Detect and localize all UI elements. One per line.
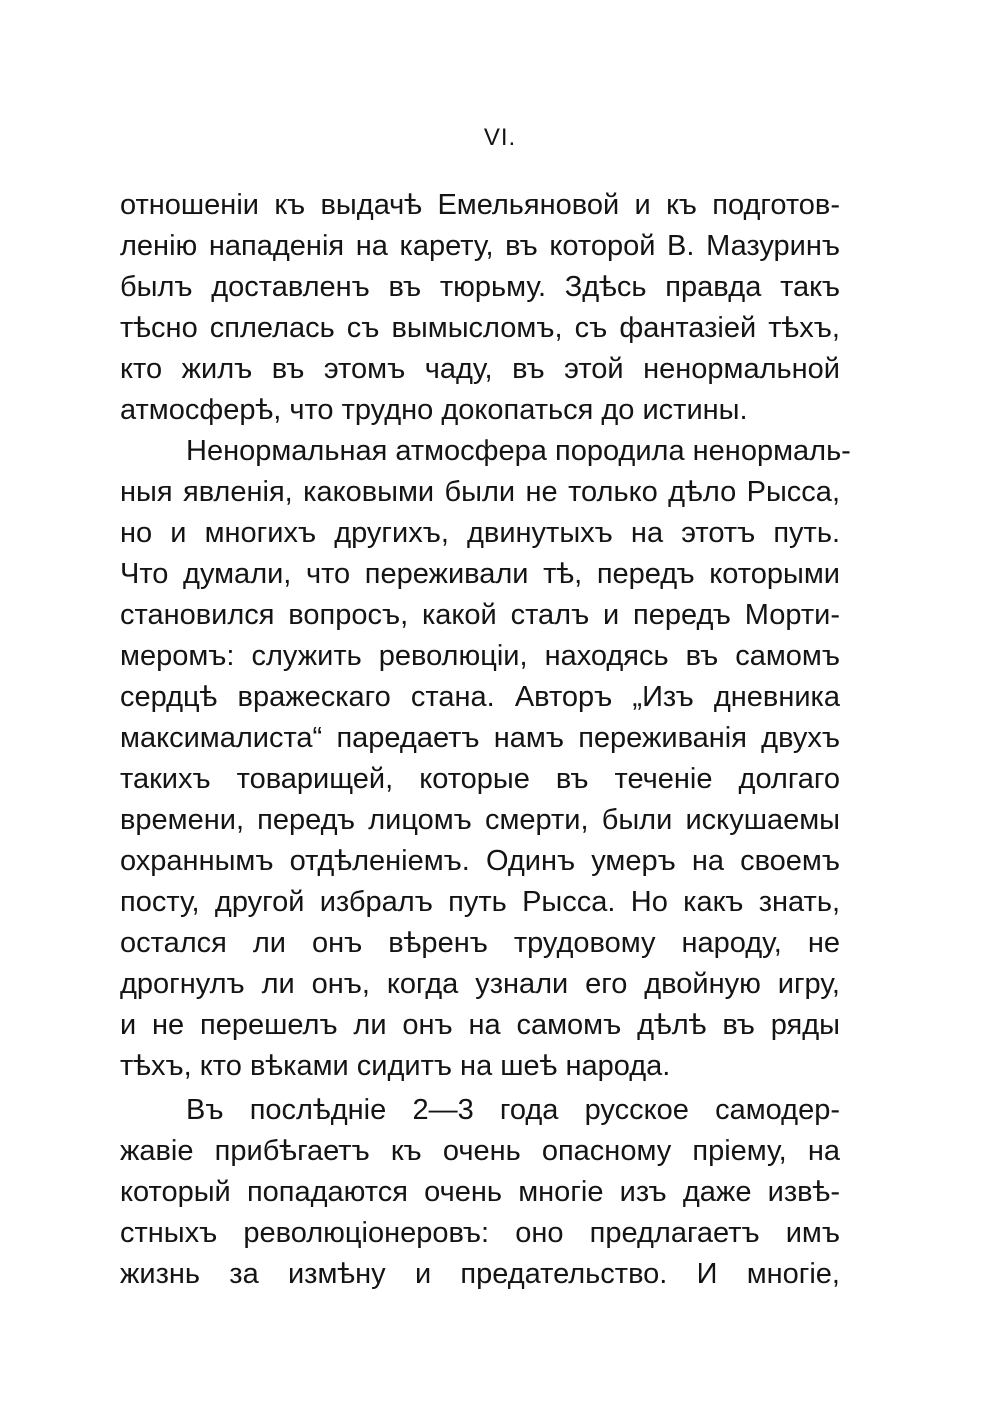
text-line: стныхъ революціонеровъ: оно предлагаетъ имъ: [120, 1217, 840, 1249]
text-line: тѣсно сплелась съ вымысломъ, съ фантазіей тѣхъ,: [120, 312, 840, 344]
text-line: но и многихъ другихъ, двинутыхъ на этотъ путь.: [120, 517, 840, 549]
text-line: былъ доставленъ въ тюрьму. Здѣсь правда такъ: [120, 271, 840, 303]
text-line: атмосферѣ, что трудно докопаться до истины.: [120, 394, 748, 426]
text-line: ленію нападенія на карету, въ которой В. Мазуринъ: [120, 230, 840, 262]
text-line: Что думали, что переживали тѣ, передъ которыми: [120, 558, 840, 590]
text-line: кто жилъ въ этомъ чаду, въ этой ненормальной: [120, 353, 840, 385]
text-line: жавіе прибѣгаетъ къ очень опасному пріему, на: [120, 1135, 840, 1167]
text-line: отношеніи къ выдачѣ Емельяновой и къ подготов-: [120, 189, 840, 221]
text-line: охраннымъ отдѣленіемъ. Одинъ умеръ на своемъ: [120, 845, 840, 877]
text-line: тѣхъ, кто вѣками сидитъ на шеѣ народа.: [120, 1050, 671, 1082]
text-line: дрогнулъ ли онъ, когда узнали его двойную игру,: [120, 968, 840, 1000]
text-line: времени, передъ лицомъ смерти, были искушаемы: [120, 804, 840, 836]
text-line: ныя явленія, каковыми были не только дѣло Рысса,: [120, 476, 840, 508]
text-line: сердцѣ вражескаго стана. Авторъ „Изъ дневника: [120, 681, 840, 713]
paragraph-first-line: Ненормальная атмосфера породила ненормаль-: [186, 435, 851, 467]
text-line: и не перешелъ ли онъ на самомъ дѣлѣ въ ряды: [120, 1009, 840, 1041]
text-line: максималиста“ паредаетъ намъ переживанія двухъ: [120, 722, 840, 754]
page-number: VI.: [483, 124, 517, 151]
text-line: становился вопросъ, какой сталъ и передъ Морти-: [120, 599, 840, 631]
text-line: который попадаются очень многіе изъ даже извѣ-: [120, 1176, 840, 1208]
paragraph-first-line: Въ послѣдніе 2—3 года русское самодер-: [186, 1094, 840, 1126]
text-line: остался ли онъ вѣренъ трудовому народу, не: [120, 927, 840, 959]
text-line: такихъ товарищей, которые въ теченіе долгаго: [120, 763, 840, 795]
text-line: посту, другой избралъ путь Рысса. Но какъ знать,: [120, 886, 840, 918]
text-line: меромъ: служить революціи, находясь въ самомъ: [120, 640, 840, 672]
text-line: жизнь за измѣну и предательство. И многіе,: [120, 1258, 840, 1290]
